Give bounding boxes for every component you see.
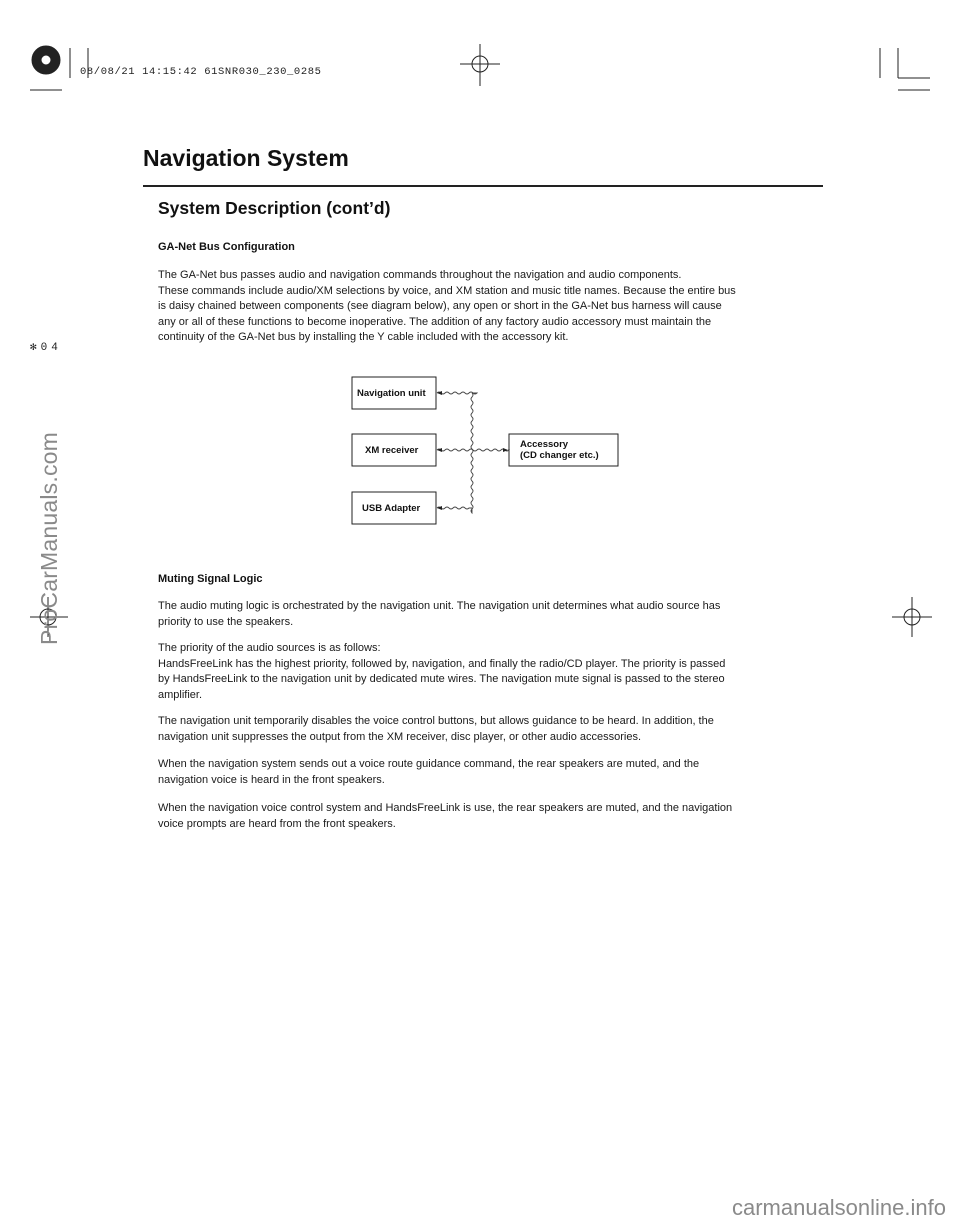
muting-paragraph-1: The audio muting logic is orchestrated by the navigation unit. The navigation unit determines what audio source has priority to use the speakers. (158, 600, 721, 628)
gabus-paragraph: The GA-Net bus passes audio and navigation commands throughout the navigation and audio components. These commands include audio/XM selections by voice, and XM station and music title names. Because the entire bus is daisy chained between components (see diagram below), any open or short in the GA-Net bus harness will cause any or all of these functions to become inoperative. The addition of any factory audio accessory must maintain the continuity of the GA-Net bus by installing the Y cable included with the accessory kit. (158, 269, 736, 343)
side-watermark: ProCarManuals.com (36, 431, 62, 645)
revision-mark: ✻04 (30, 342, 62, 354)
xm-receiver-label: XM receiver (365, 445, 419, 456)
bus-harness-wires (437, 392, 509, 513)
muting-paragraph-4: When the navigation system sends out a voice route guidance command, the rear speakers are muted, and the navigation voice is heard in the front speakers. (158, 758, 700, 786)
muting-heading: Muting Signal Logic (158, 573, 263, 585)
footer-watermark: carmanualsonline.info (731, 1195, 946, 1220)
navigation-unit-label: Navigation unit (357, 388, 426, 399)
usb-adapter-label: USB Adapter (362, 503, 421, 514)
print-stamp: 08/08/21 14:15:42 61SNR030_230_0285 (80, 66, 322, 78)
page-title: Navigation System (143, 145, 349, 171)
accessory-sublabel: (CD changer etc.) (520, 450, 599, 461)
gabus-heading: GA-Net Bus Configuration (158, 241, 295, 253)
muting-paragraph-5: When the navigation voice control system and HandsFreeLink is use, the rear speakers are muted, and the navigation voice prompts are heard from the front speakers. (158, 802, 733, 830)
accessory-label: Accessory (520, 439, 569, 450)
muting-paragraph-2: The priority of the audio sources is as follows: HandsFreeLink has the highest priority, followed by, navigation, and finally the radio/CD player. The priority is passed by HandsFreeLink to the navigation unit by dedicated mute wires. The navigation mute signal is passed to the stereo amplifier. (158, 642, 726, 701)
section-title: System Description (cont’d) (158, 198, 391, 218)
muting-paragraph-3: The navigation unit temporarily disables the voice control buttons, but allows guidance to be heard. In addition, the navigation unit suppresses the output from the XM receiver, disc player, or other audio accessories. (158, 715, 714, 743)
